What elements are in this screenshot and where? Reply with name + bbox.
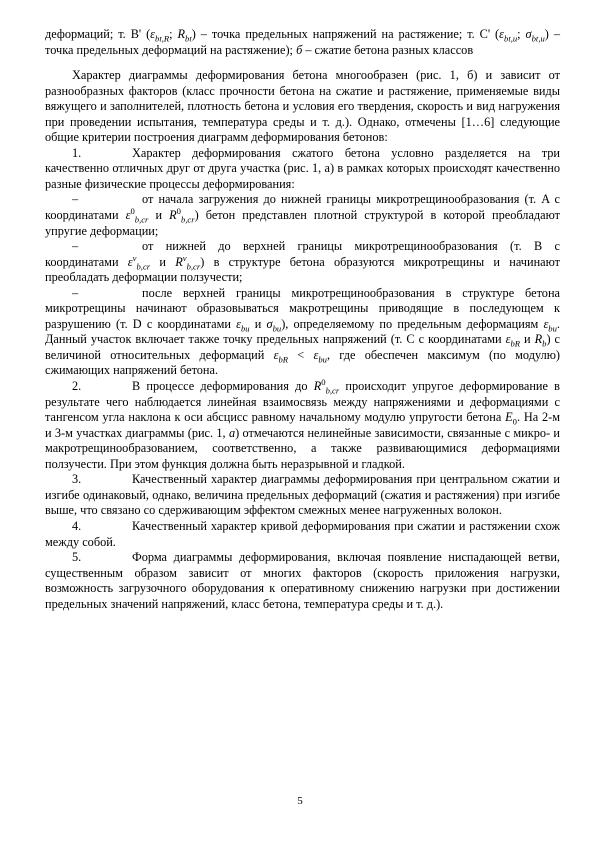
document-page xyxy=(45,27,560,612)
stage-1-bullet: – от начала загружения до нижней границы микротрещинообразования (т. A с координатами $\varepsilon^0_{b,cr}$ и $R^0_{b,cr}$) бетон представлен плотной структурой в которой преобладают упругие деформации; xyxy=(45,192,561,238)
criterion-number: 4. xyxy=(72,518,82,533)
bullet-dash: – xyxy=(72,192,79,207)
criterion-number: 3. xyxy=(72,472,82,487)
criterion-number: 5. xyxy=(72,550,82,565)
criterion-number: 2. xyxy=(72,379,82,394)
stage-3-bullet: – после верхней границы микротрещинообразования в структуре бетона микротрещины начинают образовываться макротрещины приводящие в последующем к разрушению (т. D с координатами $\varepsilon_{bu}$ и $\sigma_{bu}$), определяемому по предельным деформациям $\varepsilon_{bu}$. Данный участок включает также точку предельных напряжений (т. C с координатами $\varepsilon_{bR}$ и $R_b$) с величиной относительных деформаций $\varepsilon_{bR} < \varepsilon_{bu}$, где обеспечен максимум (по модулю) сжимающих напряжений бетона. xyxy=(45,285,560,378)
criterion-text: Форма диаграммы деформирования, включая появление ниспадающей ветви, существенным образом зависит от многих факторов (скорость приложения нагрузки, возможность загрузочного оборудования к оперативному снижению нагрузки при достижении предельных значений напряжений, класс бетона, температура среды и т. д.). xyxy=(45,550,560,611)
criterion-2: 2. В процессе деформирования до $R^0_{b,cr}$ происходит упругое деформирование в результате чего наблюдается линейная взаимосвязь между напряжениями и деформациями с тангенсом угла наклона к оси абсцисс равному начальному модулю упругости бетона $E_0$. На 2-м и 3-м участках диаграммы (рис. 1, а) отмечаются нелинейные зависимости, связанные с микро- и макротрещинообразованием, соответственно, а также развивающимися деформациями ползучести. При этом функция должна быть неразрывной и гладкой. xyxy=(45,376,561,471)
criterion-number: 1. xyxy=(72,145,82,160)
criterion-text: Качественный характер кривой деформирования при сжатии и растяжении схож между собой. xyxy=(45,518,560,549)
criterion-3 xyxy=(45,472,560,519)
criterion-4 xyxy=(45,519,560,550)
bullet-dash: – xyxy=(72,285,79,300)
page-number: 5 xyxy=(297,795,303,807)
criterion-1 xyxy=(45,146,560,193)
bullet-dash: – xyxy=(72,239,79,254)
figure-caption-continuation: деформаций; т. B' ($\varepsilon_{bt,R}$; $R_{bt}$) – точка предельных напряжений на растяжение; т. C' ($\varepsilon_{bt,u}$; $\sigma_{bt,u}$) – точка предельных деформаций на растяжение); б – сжатие бетона разных классов xyxy=(45,27,560,57)
criterion-5 xyxy=(45,550,560,612)
intro-paragraph: Характер диаграммы деформирования бетона многообразен (рис. 1, б) и зависит от разнообразных факторов (класс прочности бетона на сжатие и растяжение, применяемые виды вяжущего и заполнителей, плотность бетона и условия его твердения, скорость и вид нагружения при проведении испытания, температура среды и т. д.). Однако, отмечены [1…6] следующие общие критерии построения диаграмм деформирования бетонов: xyxy=(45,68,560,145)
stage-2-bullet: – от нижней до верхней границы микротрещинообразования (т. B с координатами $\varepsilon^v_{b,cr}$ и $R^v_{b,cr}$) в структуре бетона образуются микротрещины и начинают преобладать деформации ползучести; xyxy=(45,239,561,285)
criterion-text: Качественный характер диаграммы деформирования при центральном сжатии и изгибе одинаковый, однако, величина предельных деформаций (сжатия и растяжения) при изгибе выше, что связано со сдерживающим эффектом смежных менее нагруженных волокон. xyxy=(45,472,560,518)
criterion-text: Характер деформирования сжатого бетона условно разделяется на три качественно отличных друг от друга участка (рис. 1, а) в рамках которых происходят качественно разные физические процессы деформирования: xyxy=(45,145,560,191)
